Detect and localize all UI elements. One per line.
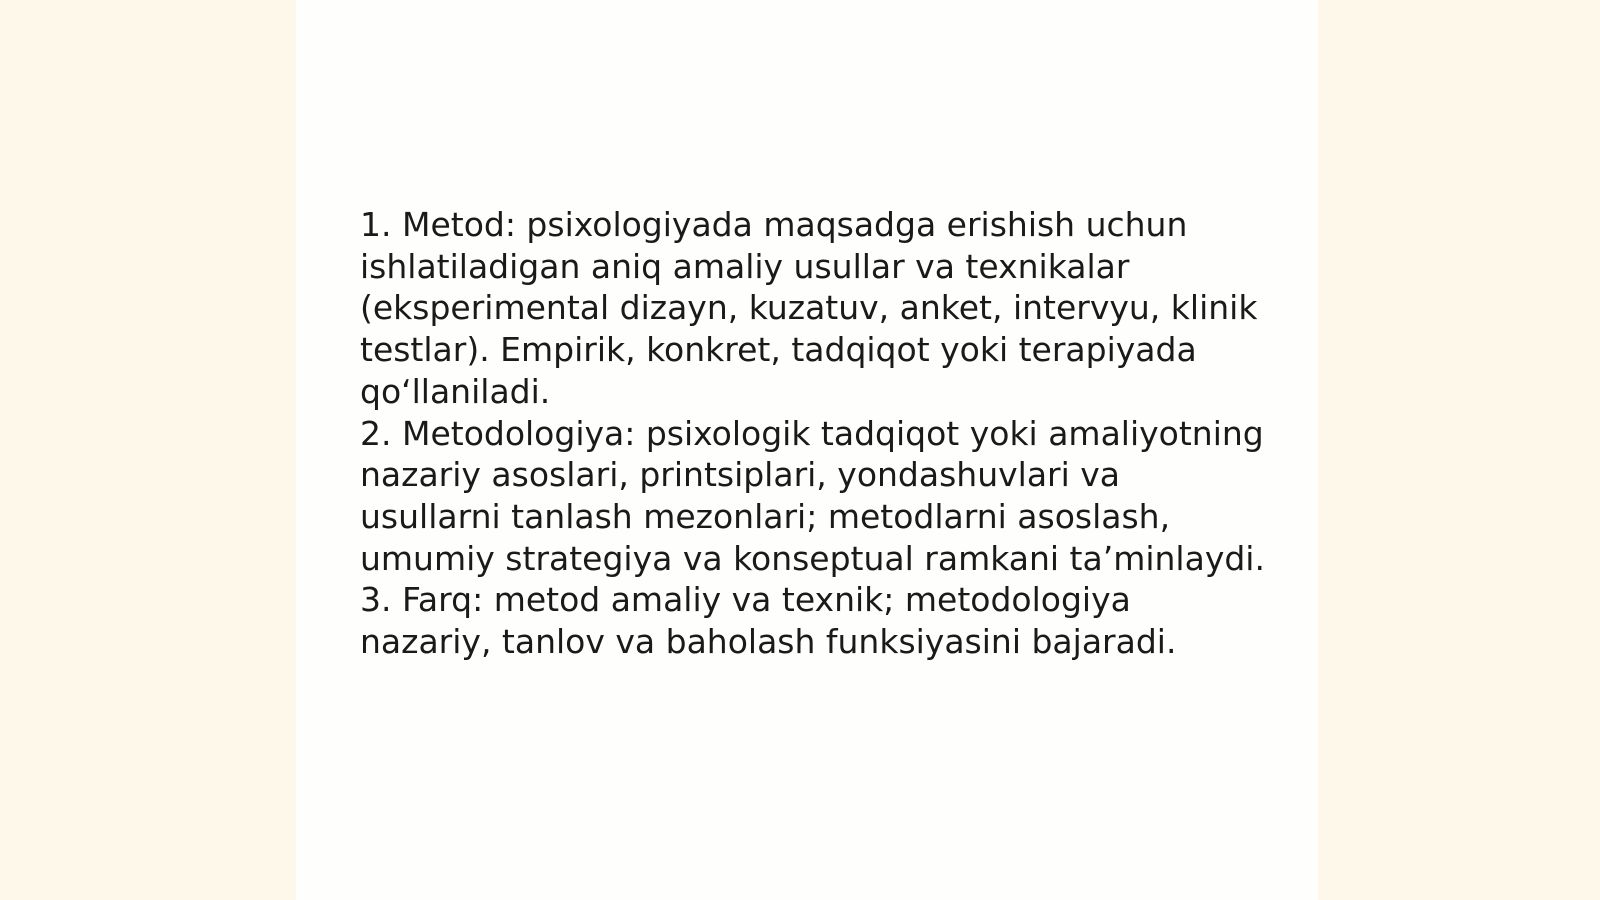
paragraph-metodologiya: 2. Metodologiya: psixologik tadqiqot yoki amaliyotning nazariy asoslari, printsiplari, yondashuvlari va usullarni tanlash mezonlari; metodlarni asoslash, umumiy strategiya va konseptual ramkani ta’minlaydi. bbox=[360, 413, 1265, 578]
paragraph-metod: 1. Metod: psixologiyada maqsadga erishish uchun ishlatiladigan aniq amaliy usullar va texnikalar (eksperimental dizayn, kuzatuv, anket, intervyu, klinik testlar). Empirik, konkret, tadqiqot yoki terapiyada qo‘llaniladi. bbox=[360, 205, 1258, 411]
paragraph-farq: 3. Farq: metod amaliy va texnik; metodologiya nazariy, tanlov va baholash funksiyasini bajaradi. bbox=[360, 580, 1177, 662]
slide bbox=[296, 0, 1318, 900]
slide-text-body bbox=[360, 204, 1270, 663]
